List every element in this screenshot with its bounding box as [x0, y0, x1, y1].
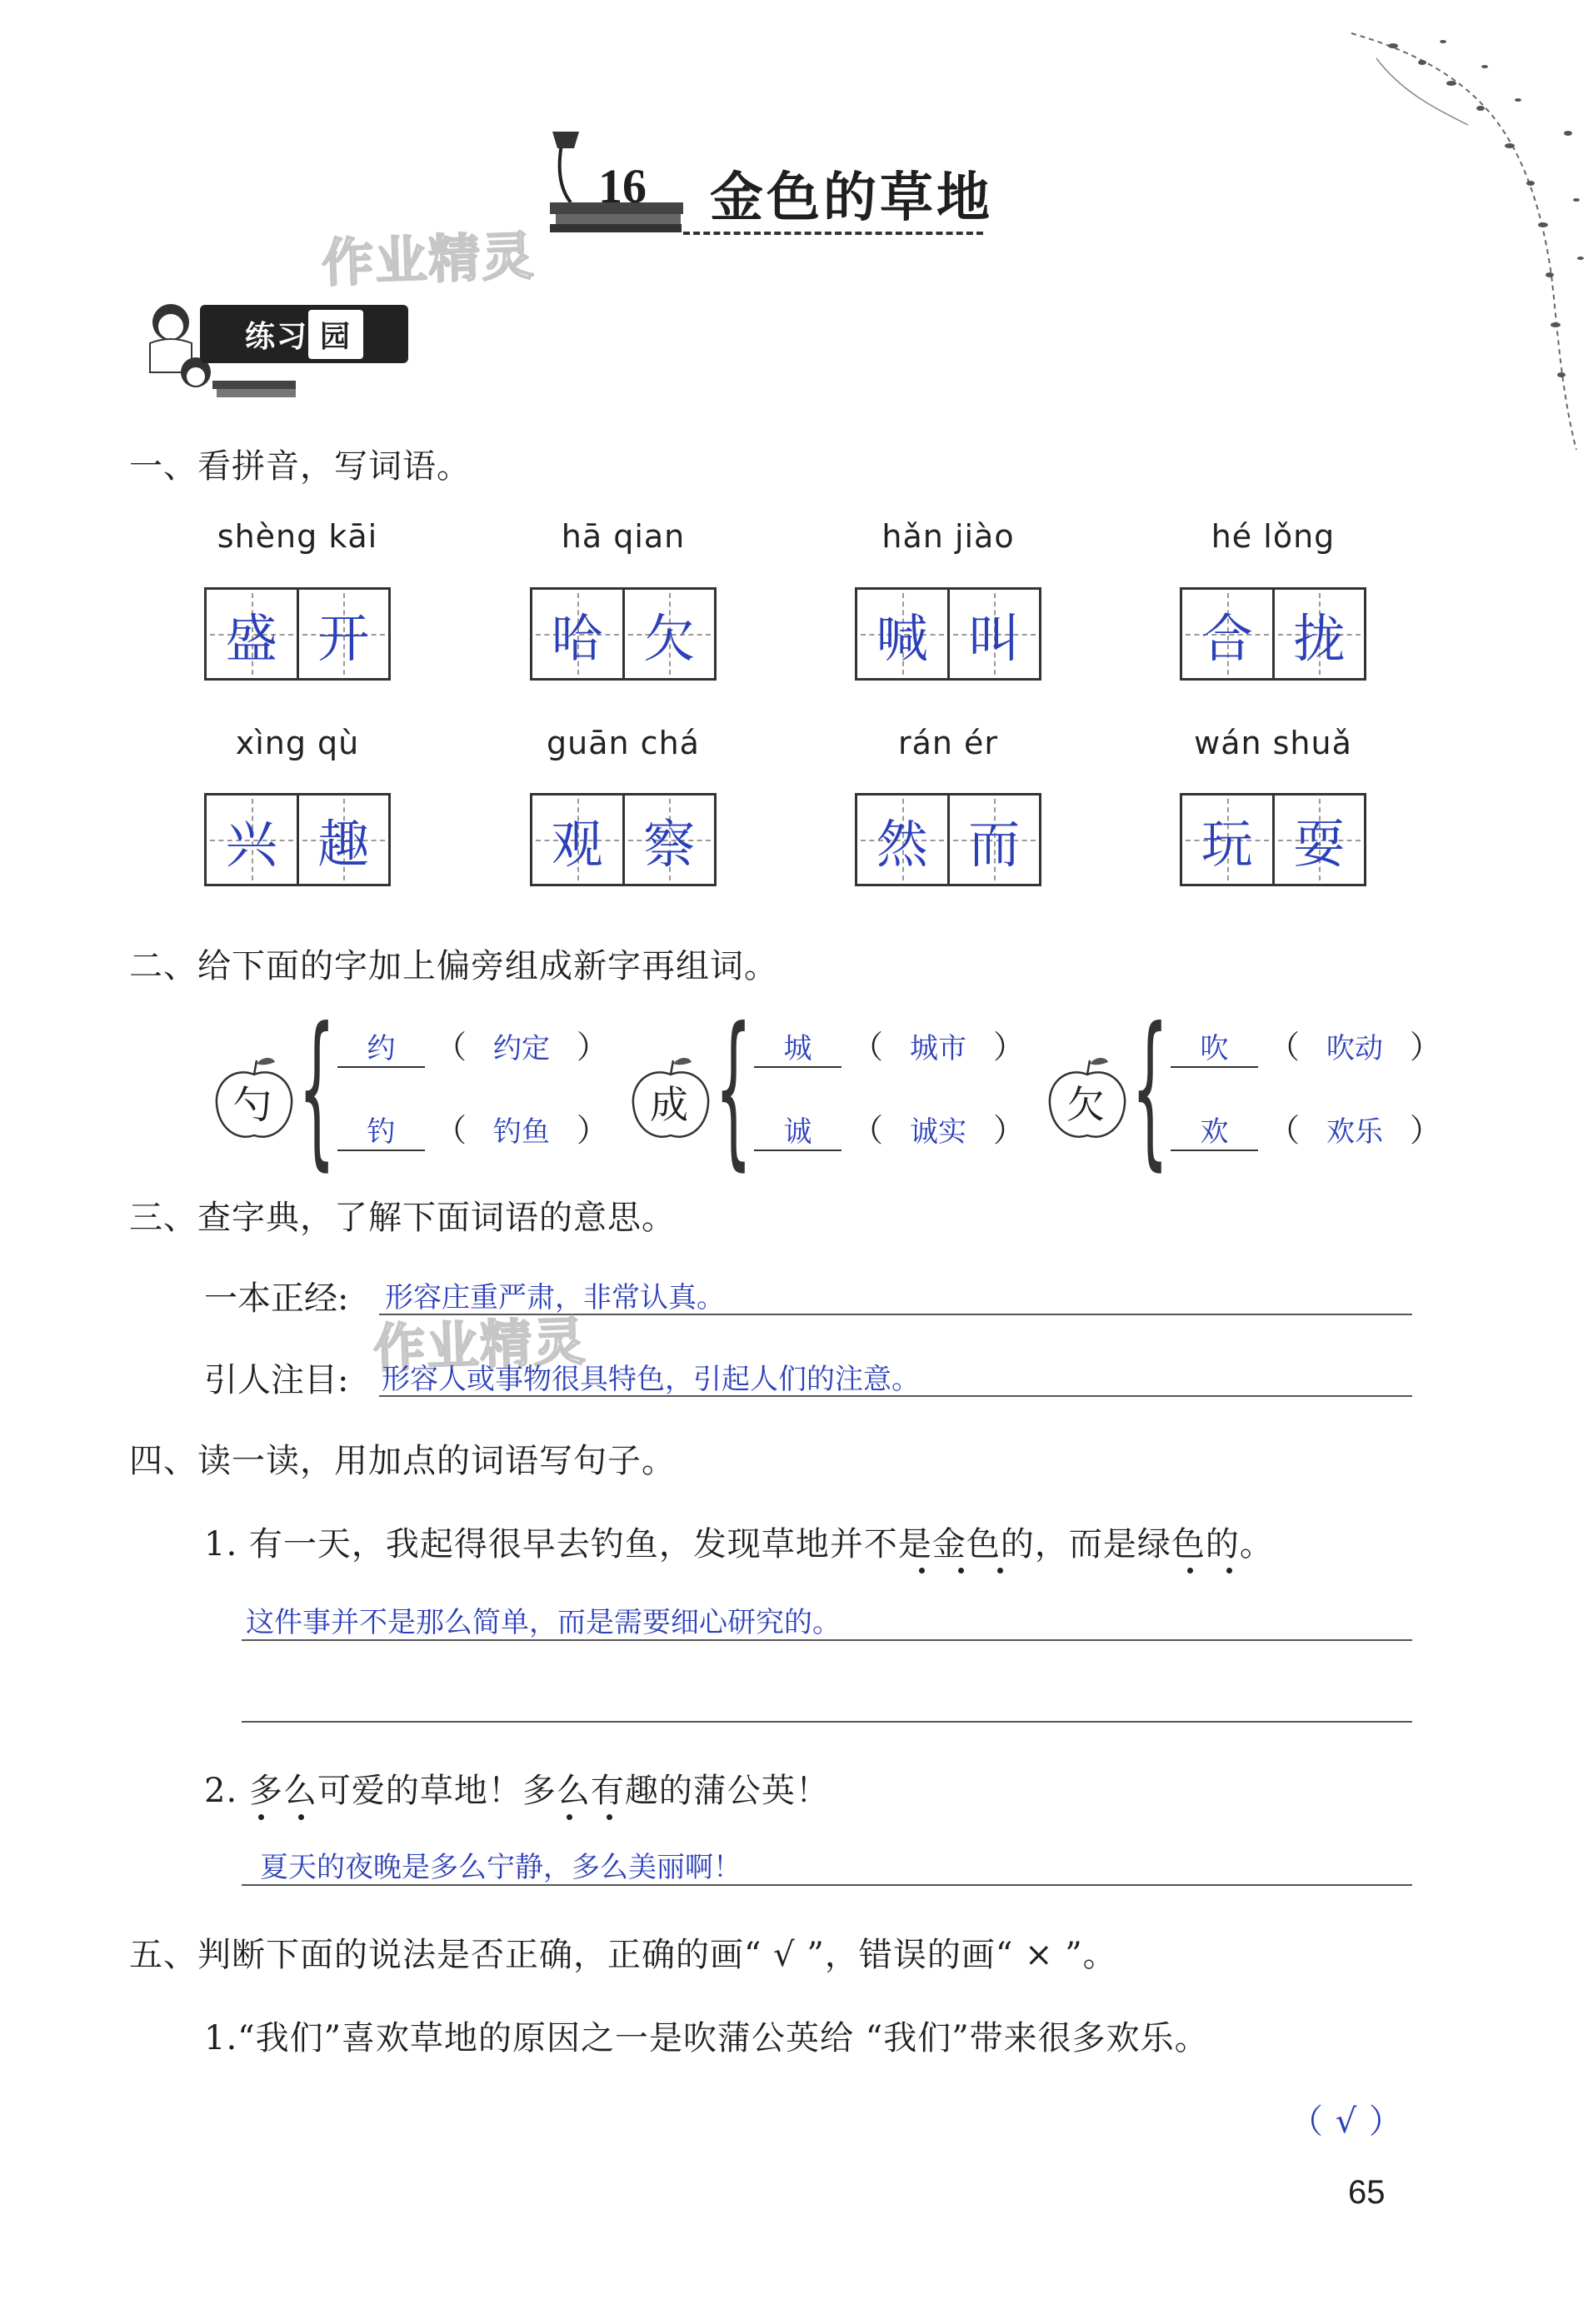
- radical-line: [337, 1021, 613, 1068]
- paren-open: （: [851, 1112, 884, 1149]
- sentence-2: 2. 多么可爱的草地！多么有趣的蒲公英！: [204, 1772, 830, 1810]
- pinyin-label: hǎn jiào: [881, 518, 1015, 555]
- sentence-answer-2: 夏天的夜晚是多么宁静，多么美丽啊！: [260, 1851, 742, 1884]
- tianzige-cell: [1182, 795, 1272, 884]
- sentence-answer-1: 这件事并不是那么简单，而是需要细心研究的。: [246, 1606, 841, 1639]
- tianzige-cell: [297, 795, 389, 884]
- pinyin-label: guān chá: [547, 725, 700, 761]
- tianzige-cell: [622, 795, 715, 884]
- radical-line: [754, 1105, 1030, 1151]
- answer-char: 欠: [643, 607, 696, 669]
- sentence-1: 1. 有一天，我起得很早去钓鱼，发现草地并不是金色的，而是绿色的。: [204, 1525, 1274, 1563]
- paren-close: ）: [1410, 1112, 1442, 1149]
- base-char: 欠: [1066, 1082, 1105, 1127]
- radical-line: [1171, 1105, 1446, 1151]
- new-char: 钓: [337, 1109, 425, 1151]
- pinyin-label: rán ér: [897, 725, 999, 761]
- emphasis-dot: [607, 1814, 612, 1820]
- answer-char: 察: [643, 813, 696, 875]
- badge-text: 练习: [244, 319, 308, 354]
- section-1-heading: 一、看拼音，写词语。: [129, 447, 471, 486]
- write-line: [242, 1884, 1412, 1886]
- paren-open: （: [1268, 1029, 1301, 1065]
- word-answer: 吹动: [1326, 1032, 1384, 1065]
- definition-term-2: 引人注目:: [204, 1361, 349, 1399]
- title-underline: [683, 232, 983, 235]
- tianzige-box: [855, 793, 1041, 886]
- answer-char: 玩: [1201, 813, 1253, 875]
- paren-open: （: [1268, 1112, 1301, 1149]
- page-number: 65: [1348, 2174, 1386, 2211]
- badge-text-2: 园: [308, 310, 363, 359]
- tianzige-box: [1180, 587, 1366, 681]
- pinyin-label: hā qian: [561, 518, 686, 555]
- paren-open: （: [851, 1029, 884, 1065]
- tianzige-cell: [532, 590, 622, 678]
- answer-char: 而: [968, 813, 1021, 875]
- tianzige-cell: [947, 590, 1040, 678]
- new-char: 城: [754, 1025, 841, 1068]
- word-answer: 钓鱼: [493, 1115, 551, 1149]
- radical-line: [754, 1021, 1030, 1068]
- definition-term-1: 一本正经:: [204, 1279, 349, 1318]
- tianzige-box: [204, 587, 391, 681]
- word-answer: 约定: [493, 1032, 551, 1065]
- tianzige-cell: [947, 795, 1040, 884]
- tianzige-box: [204, 793, 391, 886]
- section-4-heading: 四、读一读，用加点的词语写句子。: [129, 1442, 676, 1480]
- judgement-question-1: 1.“我们”喜欢草地的原因之一是吹蒲公英给 “我们”带来很多欢乐。: [204, 2019, 1209, 2057]
- answer-char: 盛: [225, 607, 277, 669]
- watermark: 作业精灵: [320, 225, 537, 294]
- tianzige-cell: [622, 590, 715, 678]
- radical-line: [1171, 1021, 1446, 1068]
- emphasis-dot: [919, 1568, 925, 1573]
- paren-open: （: [435, 1029, 467, 1065]
- lesson-number: 16: [598, 159, 647, 213]
- answer-char: 合: [1201, 607, 1253, 669]
- paren-close: ）: [993, 1029, 1026, 1065]
- judgement-answer-1: [1290, 2095, 1403, 2142]
- answer-char: 观: [551, 813, 603, 875]
- emphasis-dot: [298, 1814, 304, 1820]
- tianzige-cell: [1182, 590, 1272, 678]
- section-3-heading: 三、查字典，了解下面词语的意思。: [129, 1199, 676, 1237]
- pinyin-label: xìng qù: [235, 725, 360, 761]
- answer-char: 哈: [551, 607, 603, 669]
- write-line: [242, 1639, 1412, 1641]
- emphasis-dot: [958, 1568, 964, 1573]
- decorative-branch: [1343, 0, 1593, 466]
- paren-open: （: [435, 1112, 467, 1149]
- tianzige-cell: [207, 590, 297, 678]
- paren-close: ）: [577, 1112, 609, 1149]
- tianzige-cell: [857, 795, 947, 884]
- base-char: 成: [650, 1082, 688, 1127]
- answer-char: 耍: [1293, 813, 1346, 875]
- brace-symbol: {: [1131, 992, 1169, 1186]
- tianzige-cell: [1272, 590, 1365, 678]
- emphasis-dot: [1226, 1568, 1232, 1573]
- tianzige-cell: [532, 795, 622, 884]
- answer-char: 开: [317, 607, 370, 669]
- emphasis-dot: [1187, 1568, 1193, 1573]
- word-answer: 城市: [910, 1032, 967, 1065]
- answer-char: 喊: [876, 607, 928, 669]
- write-line: [379, 1395, 1412, 1397]
- new-char: 欢: [1171, 1109, 1258, 1151]
- word-answer: 欢乐: [1326, 1115, 1384, 1149]
- lesson-title: 金色的草地: [710, 167, 993, 229]
- watermark-2: 作业精灵: [372, 1310, 588, 1379]
- emphasis-dot: [567, 1814, 572, 1820]
- new-char: 诚: [754, 1109, 841, 1151]
- paren-close: ）: [577, 1029, 609, 1065]
- new-char: 吹: [1171, 1025, 1258, 1068]
- definition-answer-2: 形容人或事物很具特色，引起人们的注意。: [382, 1363, 920, 1396]
- base-char: 勺: [233, 1082, 272, 1127]
- paren-close: ）: [1410, 1029, 1442, 1065]
- tianzige-cell: [207, 795, 297, 884]
- brace-symbol: {: [298, 992, 336, 1186]
- new-char: 约: [337, 1025, 425, 1068]
- tianzige-box: [530, 793, 717, 886]
- answer-char: 趣: [317, 813, 370, 875]
- word-answer: 诚实: [910, 1115, 967, 1149]
- tianzige-cell: [1272, 795, 1365, 884]
- paren-close: ）: [993, 1112, 1026, 1149]
- definition-answer-1: 形容庄重严肃，非常认真。: [385, 1281, 725, 1314]
- tianzige-box: [855, 587, 1041, 681]
- tianzige-box: [530, 587, 717, 681]
- brace-symbol: {: [715, 992, 752, 1186]
- answer-char: 兴: [225, 813, 277, 875]
- section-2-heading: 二、给下面的字加上偏旁组成新字再组词。: [129, 947, 778, 985]
- tianzige-box: [1180, 793, 1366, 886]
- pinyin-label: wán shuǎ: [1194, 725, 1352, 761]
- tianzige-cell: [297, 590, 389, 678]
- emphasis-dot: [258, 1814, 264, 1820]
- radical-line: [337, 1105, 613, 1151]
- pinyin-label: hé lǒng: [1211, 518, 1336, 555]
- write-line: [242, 1721, 1412, 1723]
- section-5-heading: 五、判断下面的说法是否正确，正确的画“ √ ”，错误的画“ × ”。: [129, 1936, 1117, 1974]
- answer-char: 拢: [1293, 607, 1346, 669]
- judgement-answer-text: （ √ ）: [1290, 2102, 1403, 2141]
- emphasis-dot: [997, 1568, 1003, 1573]
- pinyin-label: shèng kāi: [217, 518, 378, 555]
- answer-char: 叫: [968, 607, 1021, 669]
- tianzige-cell: [857, 590, 947, 678]
- answer-char: 然: [876, 813, 928, 875]
- practice-badge: [200, 305, 408, 363]
